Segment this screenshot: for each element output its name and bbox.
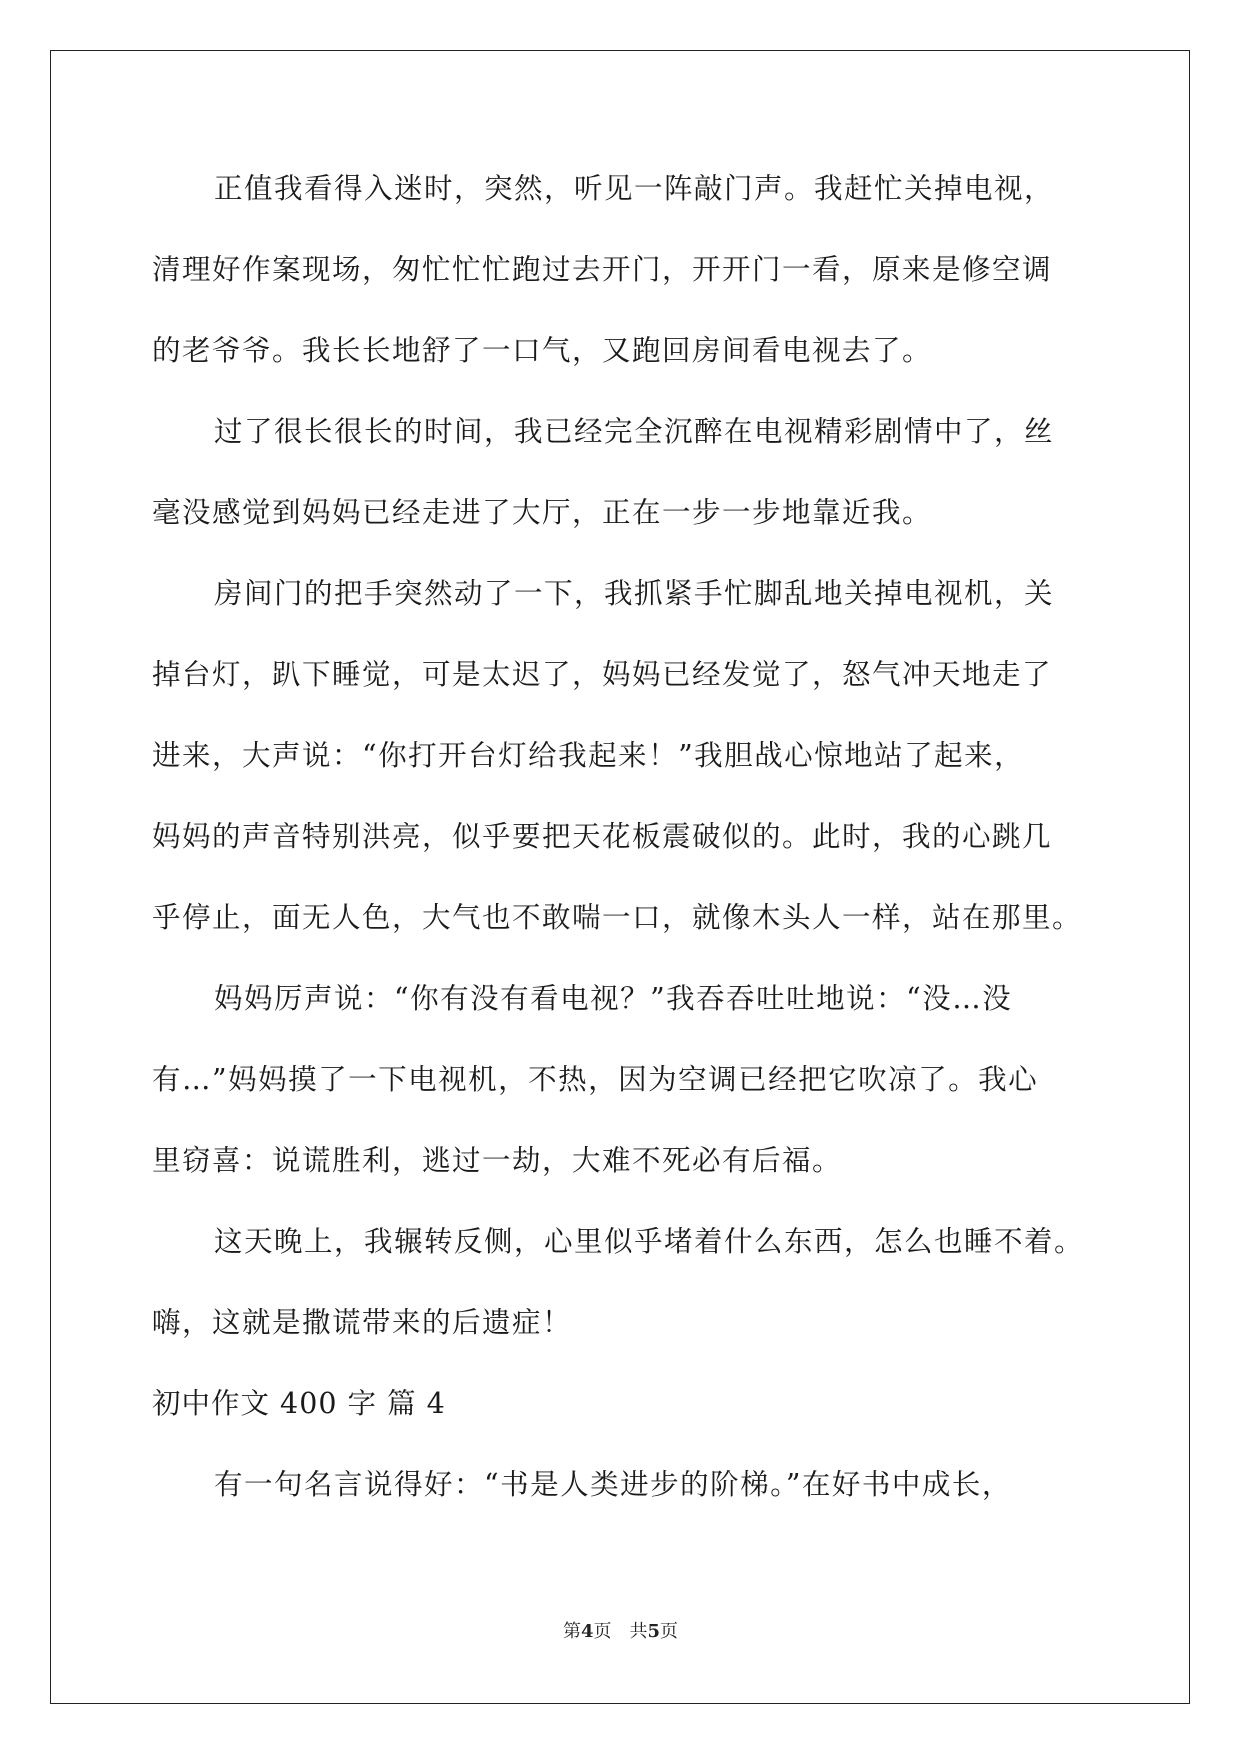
text-line: 进来，大声说：“你打开台灯给我起来！”我胆战心惊地站了起来， bbox=[152, 739, 1025, 772]
text-line: 乎停止，面无人色，大气也不敢喘一口，就像木头人一样，站在那里。 bbox=[152, 901, 1083, 934]
text-line: 掉台灯，趴下睡觉，可是太迟了，妈妈已经发觉了，怒气冲天地走了 bbox=[152, 658, 1053, 691]
footer-page-unit: 页 bbox=[593, 1621, 612, 1642]
text-line: 毫没感觉到妈妈已经走进了大厅，正在一步一步地靠近我。 bbox=[152, 496, 933, 529]
text-line: 嗨，这就是撒谎带来的后遗症！ bbox=[152, 1306, 573, 1339]
current-page-number: 4 bbox=[580, 1621, 594, 1642]
text-line: 有一句名言说得好：“书是人类进步的阶梯。”在好书中成长， bbox=[214, 1468, 1012, 1501]
text-line: 的老爷爷。我长长地舒了一口气，又跑回房间看电视去了。 bbox=[152, 334, 933, 367]
text-line: 正值我看得入迷时，突然，听见一阵敲门声。我赶忙关掉电视， bbox=[214, 172, 1055, 205]
footer-total-prefix: 共 bbox=[629, 1621, 648, 1642]
text-line: 清理好作案现场，匆忙忙忙跑过去开门，开开门一看，原来是修空调 bbox=[152, 253, 1053, 286]
text-line: 有…”妈妈摸了一下电视机，不热，因为空调已经把它吹凉了。我心 bbox=[152, 1063, 1039, 1096]
footer-total-unit: 页 bbox=[660, 1621, 679, 1642]
text-line: 里窃喜：说谎胜利，逃过一劫，大难不死必有后福。 bbox=[152, 1144, 843, 1177]
text-line: 妈妈厉声说：“你有没有看电视？”我吞吞吐吐地说：“没…没 bbox=[214, 982, 1013, 1015]
text-line: 这天晚上，我辗转反侧，心里似乎堵着什么东西，怎么也睡不着。 bbox=[214, 1225, 1085, 1258]
section-heading: 初中作文 400 字 篇 4 bbox=[152, 1387, 446, 1420]
page-footer bbox=[0, 1617, 1241, 1643]
footer-prefix: 第 bbox=[562, 1621, 581, 1642]
total-page-count: 5 bbox=[647, 1621, 661, 1642]
text-line: 过了很长很长的时间，我已经完全沉醉在电视精彩剧情中了，丝 bbox=[214, 415, 1055, 448]
document-body bbox=[152, 158, 1097, 1535]
text-line: 妈妈的声音特别洪亮，似乎要把天花板震破似的。此时，我的心跳几 bbox=[152, 820, 1053, 853]
text-line: 房间门的把手突然动了一下，我抓紧手忙脚乱地关掉电视机，关 bbox=[214, 577, 1055, 610]
